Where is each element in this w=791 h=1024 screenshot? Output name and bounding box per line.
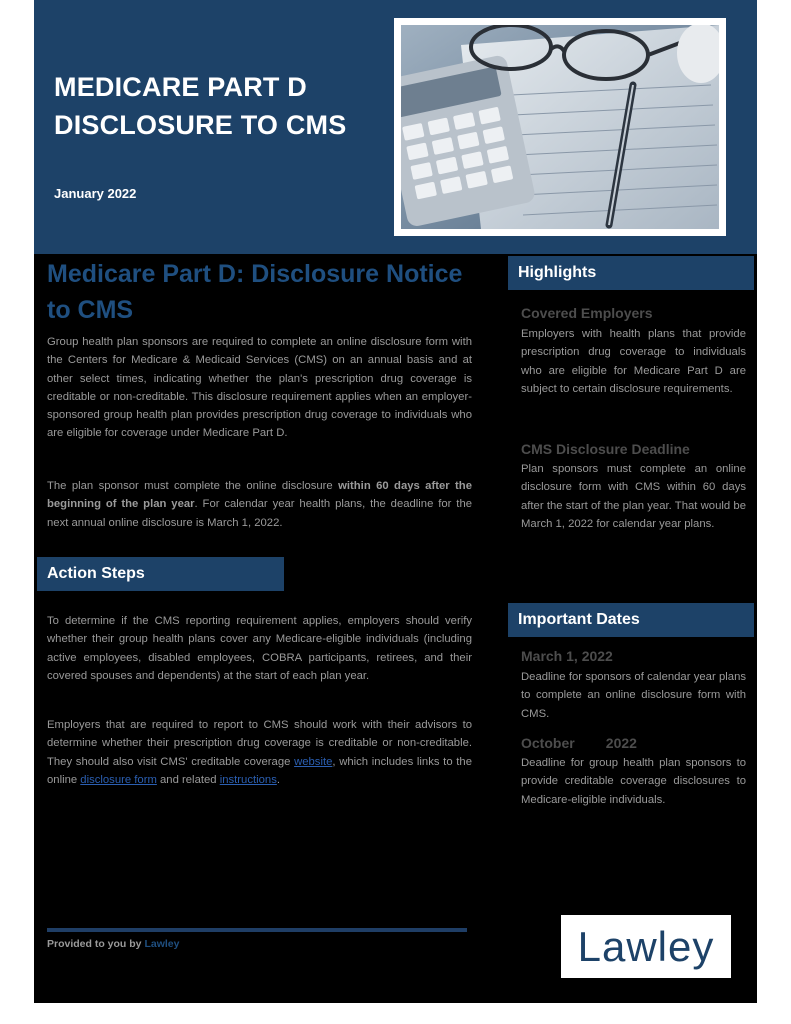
action-steps-heading: Action Steps <box>37 557 284 591</box>
important-dates-heading: Important Dates <box>508 603 754 637</box>
main-title: Medicare Part D: Disclosure Notice to CMS <box>47 260 463 324</box>
footer-brand: Lawley <box>144 938 180 950</box>
intro-paragraph: Group health plan sponsors are required to complete an online disclosure form with the Centers for Medicare & Medicaid Services (CMS) on an annual basis and at other select times, indicating whether the plan's prescription drug coverage is creditable or non-creditable. This disclosure requirement applies when an employer-sponsored group health plan provides prescription drug coverage to individuals who are eligible for coverage under Medicare Part D. <box>47 336 472 440</box>
deadline-text-post: . For calendar year health plans, the deadline for the next annual online disclosure is March 1, 2022. <box>47 498 473 529</box>
document-page <box>34 0 757 1003</box>
date-text-march: Deadline for sponsors of calendar year plans to complete an online disclosure form with CMS. <box>521 671 746 720</box>
logo-text: Lawley <box>577 923 715 970</box>
action-text-d: . <box>276 773 280 786</box>
action-steps-paragraph-2 <box>47 716 472 789</box>
website-link[interactable]: website <box>294 755 333 768</box>
highlight-title-covered-employers: Covered Employers <box>521 305 653 321</box>
footer-provided-by <box>47 938 179 950</box>
deadline-text-bold: within 60 days after the beginning of the plan year <box>47 480 472 511</box>
header-photo <box>394 18 726 236</box>
date-title-october: October 2022 <box>521 735 637 751</box>
highlight-text-covered-employers: Employers with health plans that provide prescription drug coverage to individuals who are eligible for Medicare Part D are subject to certain disclosure requirements. <box>521 328 746 395</box>
deadline-text-pre: The plan sponsor must complete the online disclosure <box>47 480 339 492</box>
deadline-paragraph <box>47 477 472 532</box>
highlights-heading: Highlights <box>508 256 754 290</box>
lawley-logo <box>561 915 731 978</box>
action-text-a: Employers that are required to report to CMS should work with their advisors to determine whether their prescription drug coverage is creditable or non-creditable. They should also visit CMS' creditable coverage <box>47 719 472 768</box>
highlight-text-cms-deadline: Plan sponsors must complete an online disclosure form with CMS within 60 days after the start of the plan year. That would be March 1, 2022 for calendar year plans. <box>521 463 746 530</box>
instructions-link[interactable]: instructions <box>219 773 277 786</box>
action-text-c: and related <box>156 773 220 786</box>
disclosure-form-link[interactable]: disclosure form <box>80 773 157 786</box>
action-steps-paragraph-1: To determine if the CMS reporting requirement applies, employers should verify whether their group health plans cover any Medicare-eligible individuals (including active employees, disabled employees, COBRA participants, retirees, and their covered spouses and dependents) at the start of each plan year. <box>47 615 472 682</box>
calculator-glasses-pen-image <box>401 25 719 229</box>
highlight-title-cms-deadline: CMS Disclosure Deadline <box>521 441 690 457</box>
banner-date: January 2022 <box>54 186 137 201</box>
banner-title: MEDICARE PART D DISCLOSURE TO CMS <box>54 72 347 140</box>
footer-divider <box>47 928 467 932</box>
action-text-b: , which includes links to the online <box>47 755 472 786</box>
header-banner <box>34 0 757 254</box>
date-title-march: March 1, 2022 <box>521 648 613 664</box>
date-text-october: Deadline for group health plan sponsors to provide creditable coverage disclosures to Medicare-eligible individuals. <box>521 757 746 806</box>
footer-provided-label: Provided to you by <box>47 938 145 950</box>
